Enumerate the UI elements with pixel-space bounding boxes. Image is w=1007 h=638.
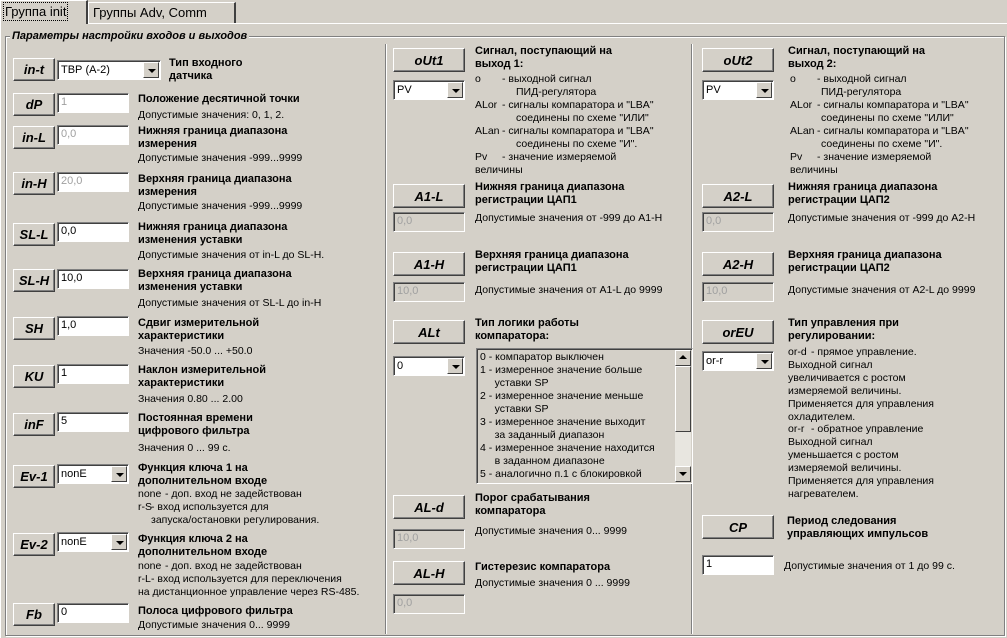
oUt1-option: Pv - значение измеряемой величины [475, 151, 617, 176]
A1-L-hint: Допустимые значения от -999 до A1-H [475, 212, 663, 224]
A2-H-field[interactable]: 10,0 [702, 282, 774, 302]
CP-field[interactable]: 1 [702, 555, 774, 575]
Ev-1-option: none - доп. вход не задействован [138, 488, 302, 500]
oUt1-select[interactable]: PV [393, 80, 465, 100]
column-divider-2 [691, 44, 693, 634]
chevron-down-icon[interactable] [756, 353, 772, 369]
list-item: 5 - аналогично п.1 с блокировкой [480, 468, 642, 480]
A2-L-button[interactable]: A2-L [702, 184, 774, 208]
in-H-button[interactable]: in-H [13, 172, 55, 195]
AL-d-label: Порог срабатывания компаратора [475, 492, 590, 517]
chevron-down-icon[interactable] [756, 82, 772, 98]
chevron-down-icon[interactable] [111, 534, 127, 550]
oUt2-option: ALan - сигналы компаратора и "LBA" соединены по схеме "И". [790, 125, 969, 150]
orEU-label: Тип управления при регулировании: [788, 317, 899, 342]
ALt-button[interactable]: ALt [393, 320, 465, 344]
Ev-2-option: r-L - вход используется для переключения [138, 573, 342, 585]
SL-L-label: Нижняя граница диапазона изменения уставки [138, 221, 288, 246]
orEU-option-direct: or-d - прямое управление. Выходной сигнал увеличивается с ростом измеряемой величины. Применяется для управления охладителем. [788, 346, 934, 423]
list-item: 3 - измеренное значение выходит [480, 416, 646, 428]
Fb-button[interactable]: Fb [13, 603, 55, 626]
group-title: Параметры настройки входов и выходов [12, 30, 248, 42]
scroll-down-icon[interactable] [675, 466, 691, 482]
SH-field[interactable]: 1,0 [57, 316, 129, 336]
dP-field[interactable]: 1 [57, 93, 129, 113]
Ev-1-option: r-S - вход используется для [138, 501, 269, 513]
inF-field[interactable]: 5 [57, 412, 129, 432]
A1-H-button[interactable]: A1-H [393, 252, 465, 276]
oUt2-button[interactable]: oUt2 [702, 48, 774, 72]
orEU-option-reverse: or-r - обратное управление Выходной сигнал уменьшается с ростом измеряемой величины. Применяется для управления нагревателем. [788, 423, 934, 500]
chevron-down-icon[interactable] [143, 62, 159, 78]
A2-H-hint: Допустимые значения от A2-L до 9999 [788, 284, 976, 296]
A1-L-label: Нижняя граница диапазона регистрации ЦАП1 [475, 181, 625, 206]
in-H-label: Верхняя граница диапазона измерения [138, 173, 292, 198]
scroll-thumb[interactable] [675, 366, 691, 432]
tab-gruppa-init[interactable]: Группа init [0, 0, 88, 24]
ALt-label: Тип логики работы компаратора: [475, 317, 579, 342]
oUt2-title: Сигнал, поступающий на выход 2: [788, 45, 926, 70]
AL-d-field[interactable]: 10,0 [393, 529, 465, 549]
KU-button[interactable]: KU [13, 365, 55, 388]
AL-H-button[interactable]: AL-H [393, 561, 465, 585]
Ev-1-button[interactable]: Ev-1 [13, 465, 55, 488]
chevron-down-icon[interactable] [447, 82, 463, 98]
Ev-2-label: Функция ключа 2 на дополнительном входе [138, 533, 268, 558]
SH-button[interactable]: SH [13, 317, 55, 340]
Ev-2-option: на дистанционное управление через RS-485. [138, 586, 360, 598]
AL-d-hint: Допустимые значения 0... 9999 [475, 525, 627, 537]
dP-label: Положение десятичной точки [138, 93, 300, 105]
Ev-2-option: none - доп. вход не задействован [138, 560, 302, 572]
Ev-2-button[interactable]: Ev-2 [13, 533, 55, 556]
CP-label: Период следования управляющих импульсов [787, 515, 929, 540]
inF-button[interactable]: inF [13, 413, 55, 436]
A1-H-hint: Допустимые значения от A1-L до 9999 [475, 284, 663, 296]
ALt-list-items [480, 351, 675, 481]
AL-H-field[interactable]: 0,0 [393, 594, 465, 614]
Fb-hint: Допустимые значения 0... 9999 [138, 619, 290, 631]
SL-L-hint: Допустимые значения от in-L до SL-H. [138, 249, 325, 261]
AL-H-hint: Допустимые значения 0 ... 9999 [475, 577, 630, 589]
KU-field[interactable]: 1 [57, 364, 129, 384]
A2-H-label: Верхняя граница диапазона регистрации ЦАП2 [788, 249, 942, 274]
Fb-label: Полоса цифрового фильтра [138, 605, 293, 617]
column-divider-1 [385, 44, 387, 634]
in-L-button[interactable]: in-L [13, 126, 55, 149]
oUt1-title: Сигнал, поступающий на выход 1: [475, 45, 613, 70]
dP-hint: Допустимые значения: 0, 1, 2. [138, 109, 285, 121]
in-L-label: Нижняя граница диапазона измерения [138, 125, 288, 150]
A1-H-label: Верхняя граница диапазона регистрации ЦАП1 [475, 249, 629, 274]
A2-L-field[interactable]: 0,0 [702, 212, 774, 232]
CP-hint: Допустимые значения от 1 до 99 с. [784, 560, 955, 572]
SL-H-button[interactable]: SL-H [13, 269, 55, 292]
tab-strip [0, 0, 1007, 24]
Ev-2-select[interactable]: nonE [57, 532, 129, 552]
SL-H-label: Верхняя граница диапазона изменения уставки [138, 268, 292, 293]
Ev-1-select[interactable]: nonE [57, 464, 129, 484]
in-L-hint: Допустимые значения -999...9999 [138, 152, 303, 164]
SH-hint: Значения -50.0 ... +50.0 [138, 345, 253, 357]
scroll-up-icon[interactable] [675, 350, 691, 366]
SL-H-hint: Допустимые значения от SL-L до in-H [138, 297, 322, 309]
Ev-1-label: Функция ключа 1 на дополнительном входе [138, 462, 268, 487]
list-item: 4 - измеренное значение находится [480, 442, 655, 454]
KU-hint: Значения 0.80 ... 2.00 [138, 393, 243, 405]
list-item: уставки SP [480, 403, 549, 415]
list-item: уставки SP [480, 377, 549, 389]
dP-button[interactable]: dP [13, 93, 55, 116]
oUt1-button[interactable]: oUt1 [393, 48, 465, 72]
oUt2-select[interactable]: PV [702, 80, 774, 100]
list-item: 0 - компаратор выключен [480, 351, 604, 363]
in-t-label: Тип входного датчика [169, 57, 243, 82]
KU-label: Наклон измерительной характеристики [138, 364, 267, 389]
SL-L-button[interactable]: SL-L [13, 223, 55, 246]
list-item: за заданный диапазон [480, 429, 605, 441]
list-item: в заданном диапазоне [480, 455, 605, 467]
inF-label: Постоянная времени цифрового фильтра [138, 412, 253, 437]
SL-H-field[interactable]: 10,0 [57, 269, 129, 289]
in-L-field[interactable]: 0,0 [57, 125, 129, 145]
A2-L-label: Нижняя граница диапазона регистрации ЦАП2 [788, 181, 938, 206]
SL-L-field[interactable]: 0,0 [57, 222, 129, 242]
A2-L-hint: Допустимые значения от -999 до A2-H [788, 212, 976, 224]
oUt1-option: ALan - сигналы компаратора и "LBA" соединены по схеме "И". [475, 125, 654, 150]
orEU-button[interactable]: orEU [702, 320, 774, 344]
CP-button[interactable]: CP [702, 515, 774, 539]
in-H-field[interactable]: 20,0 [57, 172, 129, 192]
A1-H-field[interactable]: 10,0 [393, 282, 465, 302]
SH-label: Сдвиг измерительной характеристики [138, 317, 260, 342]
orEU-select[interactable]: or-r [702, 351, 774, 371]
vertical-scrollbar[interactable] [675, 350, 691, 482]
tab-gruppy-adv-comm[interactable]: Группы Adv, Comm [88, 2, 236, 23]
oUt1-option: o - выходной сигнал ПИД-регулятора [475, 73, 597, 98]
AL-H-label: Гистерезис компаратора [475, 561, 611, 573]
ALt-description-list[interactable] [476, 348, 693, 484]
in-H-hint: Допустимые значения -999...9999 [138, 200, 303, 212]
A2-H-button[interactable]: A2-H [702, 252, 774, 276]
oUt2-option: Pv - значение измеряемой величины [790, 151, 932, 176]
list-item: 2 - измеренное значение меньше [480, 390, 644, 402]
chevron-down-icon[interactable] [447, 358, 463, 374]
oUt2-option: o - выходной сигнал ПИД-регулятора [790, 73, 907, 98]
chevron-down-icon[interactable] [111, 466, 127, 482]
in-t-select[interactable]: ТВР (А-2) [57, 60, 161, 80]
A1-L-field[interactable]: 0,0 [393, 212, 465, 232]
oUt1-option: ALor - сигналы компаратора и "LBA" соединены по схеме "ИЛИ" [475, 99, 654, 124]
inF-hint: Значения 0 ... 99 с. [138, 442, 231, 454]
AL-d-button[interactable]: AL-d [393, 495, 465, 519]
list-item: 1 - измеренное значение больше [480, 364, 643, 376]
Fb-field[interactable]: 0 [57, 603, 129, 623]
oUt2-option: ALor - сигналы компаратора и "LBA" соединены по схеме "ИЛИ" [790, 99, 969, 124]
Ev-1-option: запуска/остановки регулирования. [151, 514, 320, 526]
A1-L-button[interactable]: A1-L [393, 184, 465, 208]
ALt-select[interactable]: 0 [393, 356, 465, 376]
in-t-button[interactable]: in-t [13, 58, 55, 81]
